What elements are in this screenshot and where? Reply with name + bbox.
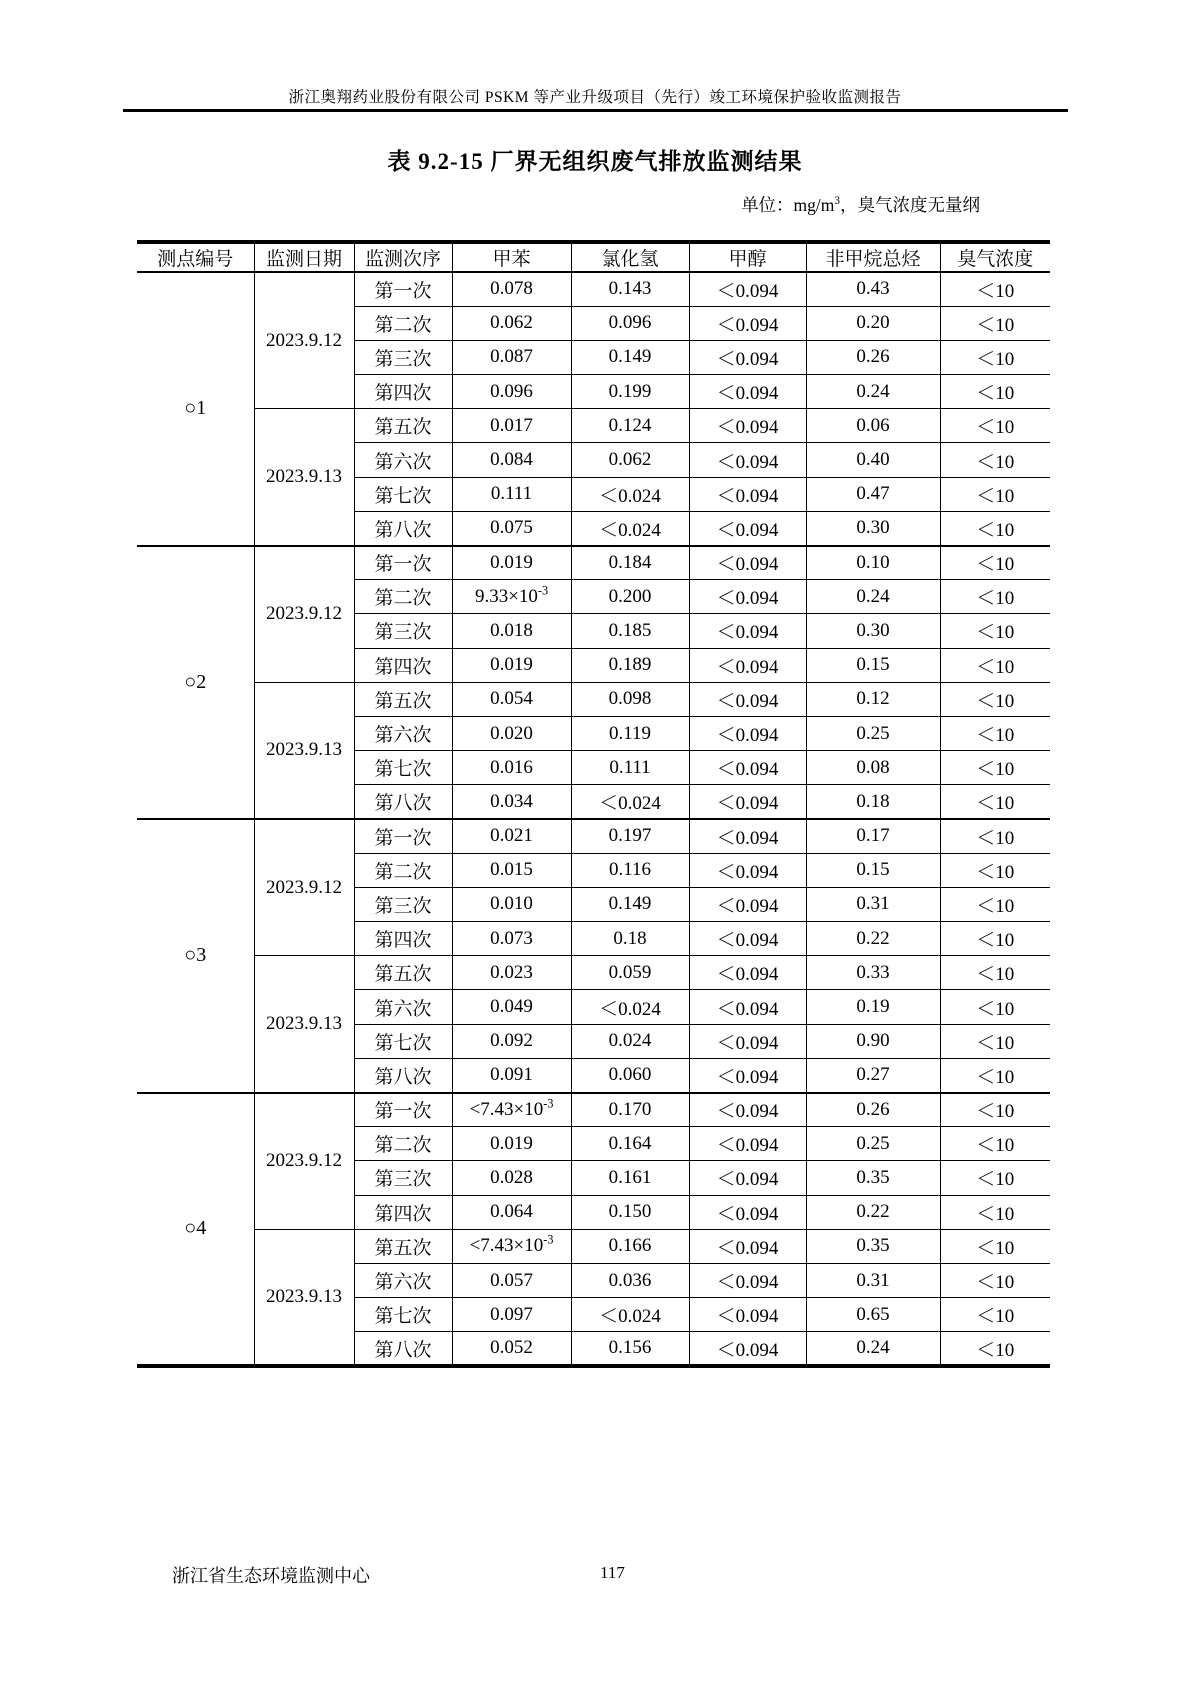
- value-cell: ＜0.094: [689, 1024, 806, 1058]
- value-cell: ＜10: [940, 751, 1050, 785]
- value-cell: 0.161: [571, 1161, 689, 1195]
- value-cell: 0.064: [452, 1195, 571, 1229]
- value-cell: 0.149: [571, 887, 689, 921]
- value-cell: ＜0.094: [689, 956, 806, 990]
- column-header-hcl: 氯化氢: [571, 242, 689, 272]
- sequence-cell: 第二次: [354, 306, 452, 340]
- point-cell: ○3: [137, 819, 254, 1093]
- value-cell: ＜10: [940, 1332, 1050, 1366]
- value-cell: ＜0.094: [689, 1195, 806, 1229]
- value-cell: ＜0.094: [689, 1298, 806, 1332]
- value-cell: 0.170: [571, 1093, 689, 1127]
- date-cell: 2023.9.13: [254, 682, 354, 819]
- value-cell: ＜10: [940, 887, 1050, 921]
- value-cell: 0.24: [806, 1332, 940, 1366]
- value-cell: ＜10: [940, 1161, 1050, 1195]
- value-cell: 0.17: [806, 819, 940, 853]
- value-cell: ＜10: [940, 1127, 1050, 1161]
- sequence-cell: 第六次: [354, 1263, 452, 1297]
- value-cell: ＜0.094: [689, 409, 806, 443]
- value-cell: ＜0.094: [689, 990, 806, 1024]
- value-cell: 0.019: [452, 648, 571, 682]
- value-cell: ＜0.094: [689, 272, 806, 306]
- sequence-cell: 第二次: [354, 580, 452, 614]
- value-cell: 0.24: [806, 580, 940, 614]
- value-cell: 0.47: [806, 477, 940, 511]
- value-cell: ＜10: [940, 443, 1050, 477]
- value-cell: 0.19: [806, 990, 940, 1024]
- value-cell: ＜10: [940, 682, 1050, 716]
- value-cell: 0.40: [806, 443, 940, 477]
- point-cell: ○1: [137, 272, 254, 546]
- table-row: [137, 682, 1050, 716]
- value-cell: 0.15: [806, 648, 940, 682]
- value-cell: ＜0.094: [689, 1093, 806, 1127]
- value-cell: 0.019: [452, 546, 571, 580]
- sequence-cell: 第八次: [354, 1058, 452, 1092]
- table-title: 表 9.2-15 厂界无组织废气排放监测结果: [387, 149, 803, 174]
- value-cell: ＜10: [940, 1195, 1050, 1229]
- point-cell: ○2: [137, 546, 254, 820]
- value-cell: 0.010: [452, 887, 571, 921]
- value-cell: ＜0.094: [689, 853, 806, 887]
- value-cell: 0.12: [806, 682, 940, 716]
- value-cell: 0.30: [806, 511, 940, 545]
- sequence-cell: 第一次: [354, 819, 452, 853]
- value-cell: 0.091: [452, 1058, 571, 1092]
- value-cell: 0.149: [571, 340, 689, 374]
- value-cell: 0.33: [806, 956, 940, 990]
- value-cell: ＜10: [940, 1058, 1050, 1092]
- value-cell: 0.15: [806, 853, 940, 887]
- page-header: 浙江奥翔药业股份有限公司 PSKM 等产业升级项目（先行）竣工环境保护验收监测报告: [288, 89, 902, 106]
- unit-note: 单位：$mg/m^3$，臭气浓度无量纲: [741, 195, 980, 215]
- value-cell: ＜10: [940, 648, 1050, 682]
- value-cell: 0.084: [452, 443, 571, 477]
- value-cell: ＜0.094: [689, 785, 806, 819]
- value-cell: 0.90: [806, 1024, 940, 1058]
- sequence-cell: 第一次: [354, 272, 452, 306]
- value-cell: ＜0.094: [689, 340, 806, 374]
- value-cell: 0.054: [452, 682, 571, 716]
- value-cell: ＜0.094: [689, 1161, 806, 1195]
- value-cell: ＜10: [940, 716, 1050, 750]
- table-row: [137, 546, 1050, 580]
- value-cell: ＜10: [940, 614, 1050, 648]
- page-number: 117: [600, 1563, 625, 1582]
- value-cell: 0.015: [452, 853, 571, 887]
- table-header-row: [137, 242, 1050, 272]
- sequence-cell: 第六次: [354, 443, 452, 477]
- sequence-cell: 第四次: [354, 648, 452, 682]
- value-cell: 0.036: [571, 1263, 689, 1297]
- column-header-odor: 臭气浓度: [940, 242, 1050, 272]
- value-cell: 0.150: [571, 1195, 689, 1229]
- value-cell: 0.65: [806, 1298, 940, 1332]
- value-cell: ＜10: [940, 1229, 1050, 1263]
- date-cell: 2023.9.12: [254, 546, 354, 683]
- column-header-toluene: 甲苯: [452, 242, 571, 272]
- value-cell: ＜10: [940, 1093, 1050, 1127]
- value-cell: ＜10: [940, 580, 1050, 614]
- value-cell: 0.111: [452, 477, 571, 511]
- sequence-cell: 第八次: [354, 1332, 452, 1366]
- value-cell: ＜10: [940, 1298, 1050, 1332]
- value-cell: 0.08: [806, 751, 940, 785]
- sequence-cell: 第一次: [354, 546, 452, 580]
- table-row: [137, 1229, 1050, 1263]
- sequence-cell: 第五次: [354, 682, 452, 716]
- column-header-methanol: 甲醇: [689, 242, 806, 272]
- value-cell: 0.22: [806, 1195, 940, 1229]
- value-cell: ＜0.094: [689, 477, 806, 511]
- table-row: [137, 272, 1050, 306]
- sequence-cell: 第四次: [354, 1195, 452, 1229]
- value-cell: ＜10: [940, 340, 1050, 374]
- value-cell: 0.30: [806, 614, 940, 648]
- sequence-cell: 第八次: [354, 785, 452, 819]
- point-cell: ○4: [137, 1093, 254, 1367]
- value-cell: 0.26: [806, 340, 940, 374]
- value-cell: 0.26: [806, 1093, 940, 1127]
- sequence-cell: 第七次: [354, 1024, 452, 1058]
- value-cell: 0.200: [571, 580, 689, 614]
- date-cell: 2023.9.12: [254, 819, 354, 956]
- value-cell: 0.023: [452, 956, 571, 990]
- sequence-cell: 第四次: [354, 375, 452, 409]
- value-cell: ＜0.094: [689, 682, 806, 716]
- value-cell: 0.25: [806, 716, 940, 750]
- value-cell: ＜10: [940, 990, 1050, 1024]
- value-cell: ＜0.024: [571, 1298, 689, 1332]
- value-cell: 0.075: [452, 511, 571, 545]
- value-cell: ＜10: [940, 477, 1050, 511]
- value-cell: 0.073: [452, 922, 571, 956]
- value-cell: 0.199: [571, 375, 689, 409]
- value-cell: 0.049: [452, 990, 571, 1024]
- value-cell: ＜0.094: [689, 648, 806, 682]
- sequence-cell: 第五次: [354, 1229, 452, 1263]
- value-cell: ＜10: [940, 1024, 1050, 1058]
- sequence-cell: 第二次: [354, 1127, 452, 1161]
- sequence-cell: 第三次: [354, 614, 452, 648]
- value-cell: $<7.43\times 10^{-3}$: [452, 1229, 571, 1263]
- value-cell: ＜10: [940, 853, 1050, 887]
- table-row: [137, 1093, 1050, 1127]
- value-cell: 0.098: [571, 682, 689, 716]
- value-cell: 0.034: [452, 785, 571, 819]
- value-cell: 0.062: [452, 306, 571, 340]
- value-cell: 0.062: [571, 443, 689, 477]
- value-cell: 0.052: [452, 1332, 571, 1366]
- value-cell: ＜10: [940, 785, 1050, 819]
- sequence-cell: 第七次: [354, 751, 452, 785]
- value-cell: 0.020: [452, 716, 571, 750]
- sequence-cell: 第一次: [354, 1093, 452, 1127]
- value-cell: 0.43: [806, 272, 940, 306]
- value-cell: 0.087: [452, 340, 571, 374]
- value-cell: ＜0.094: [689, 1332, 806, 1366]
- value-cell: $<7.43\times 10^{-3}$: [452, 1093, 571, 1127]
- date-cell: 2023.9.13: [254, 409, 354, 546]
- value-cell: 0.024: [571, 1024, 689, 1058]
- value-cell: 0.18: [806, 785, 940, 819]
- value-cell: 0.10: [806, 546, 940, 580]
- value-cell: ＜0.094: [689, 580, 806, 614]
- sequence-cell: 第三次: [354, 340, 452, 374]
- sequence-cell: 第六次: [354, 990, 452, 1024]
- header-divider: [123, 109, 1068, 112]
- sequence-cell: 第七次: [354, 477, 452, 511]
- value-cell: 0.078: [452, 272, 571, 306]
- date-cell: 2023.9.13: [254, 1229, 354, 1366]
- table-row: [137, 409, 1050, 443]
- value-cell: 0.27: [806, 1058, 940, 1092]
- value-cell: 0.019: [452, 1127, 571, 1161]
- value-cell: 0.25: [806, 1127, 940, 1161]
- value-cell: 0.185: [571, 614, 689, 648]
- value-cell: ＜0.094: [689, 922, 806, 956]
- sequence-cell: 第七次: [354, 1298, 452, 1332]
- value-cell: 0.096: [452, 375, 571, 409]
- value-cell: 0.092: [452, 1024, 571, 1058]
- value-cell: ＜0.024: [571, 477, 689, 511]
- value-cell: ＜0.094: [689, 443, 806, 477]
- value-cell: 0.057: [452, 1263, 571, 1297]
- value-cell: 0.156: [571, 1332, 689, 1366]
- column-header-date: 监测日期: [254, 242, 354, 272]
- value-cell: ＜10: [940, 511, 1050, 545]
- value-cell: ＜0.094: [689, 375, 806, 409]
- column-header-nmhc: 非甲烷总烃: [806, 242, 940, 272]
- sequence-cell: 第三次: [354, 1161, 452, 1195]
- value-cell: ＜10: [940, 306, 1050, 340]
- value-cell: 0.028: [452, 1161, 571, 1195]
- value-cell: 0.20: [806, 306, 940, 340]
- value-cell: 0.124: [571, 409, 689, 443]
- date-cell: 2023.9.12: [254, 1093, 354, 1230]
- value-cell: 0.059: [571, 956, 689, 990]
- value-cell: ＜0.094: [689, 511, 806, 545]
- value-cell: ＜10: [940, 272, 1050, 306]
- value-cell: ＜0.094: [689, 751, 806, 785]
- value-cell: ＜0.024: [571, 785, 689, 819]
- sequence-cell: 第四次: [354, 922, 452, 956]
- value-cell: 0.017: [452, 409, 571, 443]
- table-body: [137, 272, 1050, 1366]
- value-cell: ＜10: [940, 922, 1050, 956]
- value-cell: ＜0.094: [689, 819, 806, 853]
- value-cell: 0.116: [571, 853, 689, 887]
- value-cell: $9.33\times 10^{-3}$: [452, 580, 571, 614]
- value-cell: 0.166: [571, 1229, 689, 1263]
- value-cell: 0.06: [806, 409, 940, 443]
- value-cell: ＜0.024: [571, 990, 689, 1024]
- value-cell: 0.119: [571, 716, 689, 750]
- value-cell: 0.016: [452, 751, 571, 785]
- value-cell: 0.097: [452, 1298, 571, 1332]
- value-cell: 0.18: [571, 922, 689, 956]
- value-cell: 0.111: [571, 751, 689, 785]
- value-cell: ＜0.094: [689, 546, 806, 580]
- value-cell: ＜10: [940, 375, 1050, 409]
- value-cell: 0.35: [806, 1229, 940, 1263]
- date-cell: 2023.9.12: [254, 272, 354, 409]
- value-cell: 0.22: [806, 922, 940, 956]
- value-cell: ＜0.094: [689, 1127, 806, 1161]
- value-cell: ＜0.094: [689, 1229, 806, 1263]
- table-row: [137, 819, 1050, 853]
- sequence-cell: 第三次: [354, 887, 452, 921]
- table-row: [137, 956, 1050, 990]
- value-cell: ＜0.094: [689, 306, 806, 340]
- value-cell: 0.143: [571, 272, 689, 306]
- sequence-cell: 第六次: [354, 716, 452, 750]
- value-cell: ＜10: [940, 819, 1050, 853]
- value-cell: ＜0.094: [689, 1263, 806, 1297]
- value-cell: 0.35: [806, 1161, 940, 1195]
- monitoring-results-table: [137, 240, 1050, 1368]
- column-header-sequence: 监测次序: [354, 242, 452, 272]
- value-cell: 0.189: [571, 648, 689, 682]
- value-cell: 0.31: [806, 1263, 940, 1297]
- value-cell: 0.021: [452, 819, 571, 853]
- date-cell: 2023.9.13: [254, 956, 354, 1093]
- value-cell: 0.184: [571, 546, 689, 580]
- value-cell: 0.31: [806, 887, 940, 921]
- column-header-point: 测点编号: [137, 242, 254, 272]
- footer-organization: 浙江省生态环境监测中心: [172, 1566, 370, 1586]
- value-cell: 0.197: [571, 819, 689, 853]
- value-cell: 0.096: [571, 306, 689, 340]
- sequence-cell: 第五次: [354, 956, 452, 990]
- value-cell: 0.060: [571, 1058, 689, 1092]
- value-cell: ＜0.094: [689, 614, 806, 648]
- value-cell: ＜0.024: [571, 511, 689, 545]
- value-cell: ＜10: [940, 956, 1050, 990]
- value-cell: 0.164: [571, 1127, 689, 1161]
- value-cell: ＜10: [940, 546, 1050, 580]
- sequence-cell: 第五次: [354, 409, 452, 443]
- value-cell: 0.018: [452, 614, 571, 648]
- value-cell: ＜0.094: [689, 716, 806, 750]
- value-cell: ＜10: [940, 409, 1050, 443]
- sequence-cell: 第二次: [354, 853, 452, 887]
- value-cell: ＜10: [940, 1263, 1050, 1297]
- value-cell: ＜0.094: [689, 887, 806, 921]
- value-cell: 0.24: [806, 375, 940, 409]
- sequence-cell: 第八次: [354, 511, 452, 545]
- value-cell: ＜0.094: [689, 1058, 806, 1092]
